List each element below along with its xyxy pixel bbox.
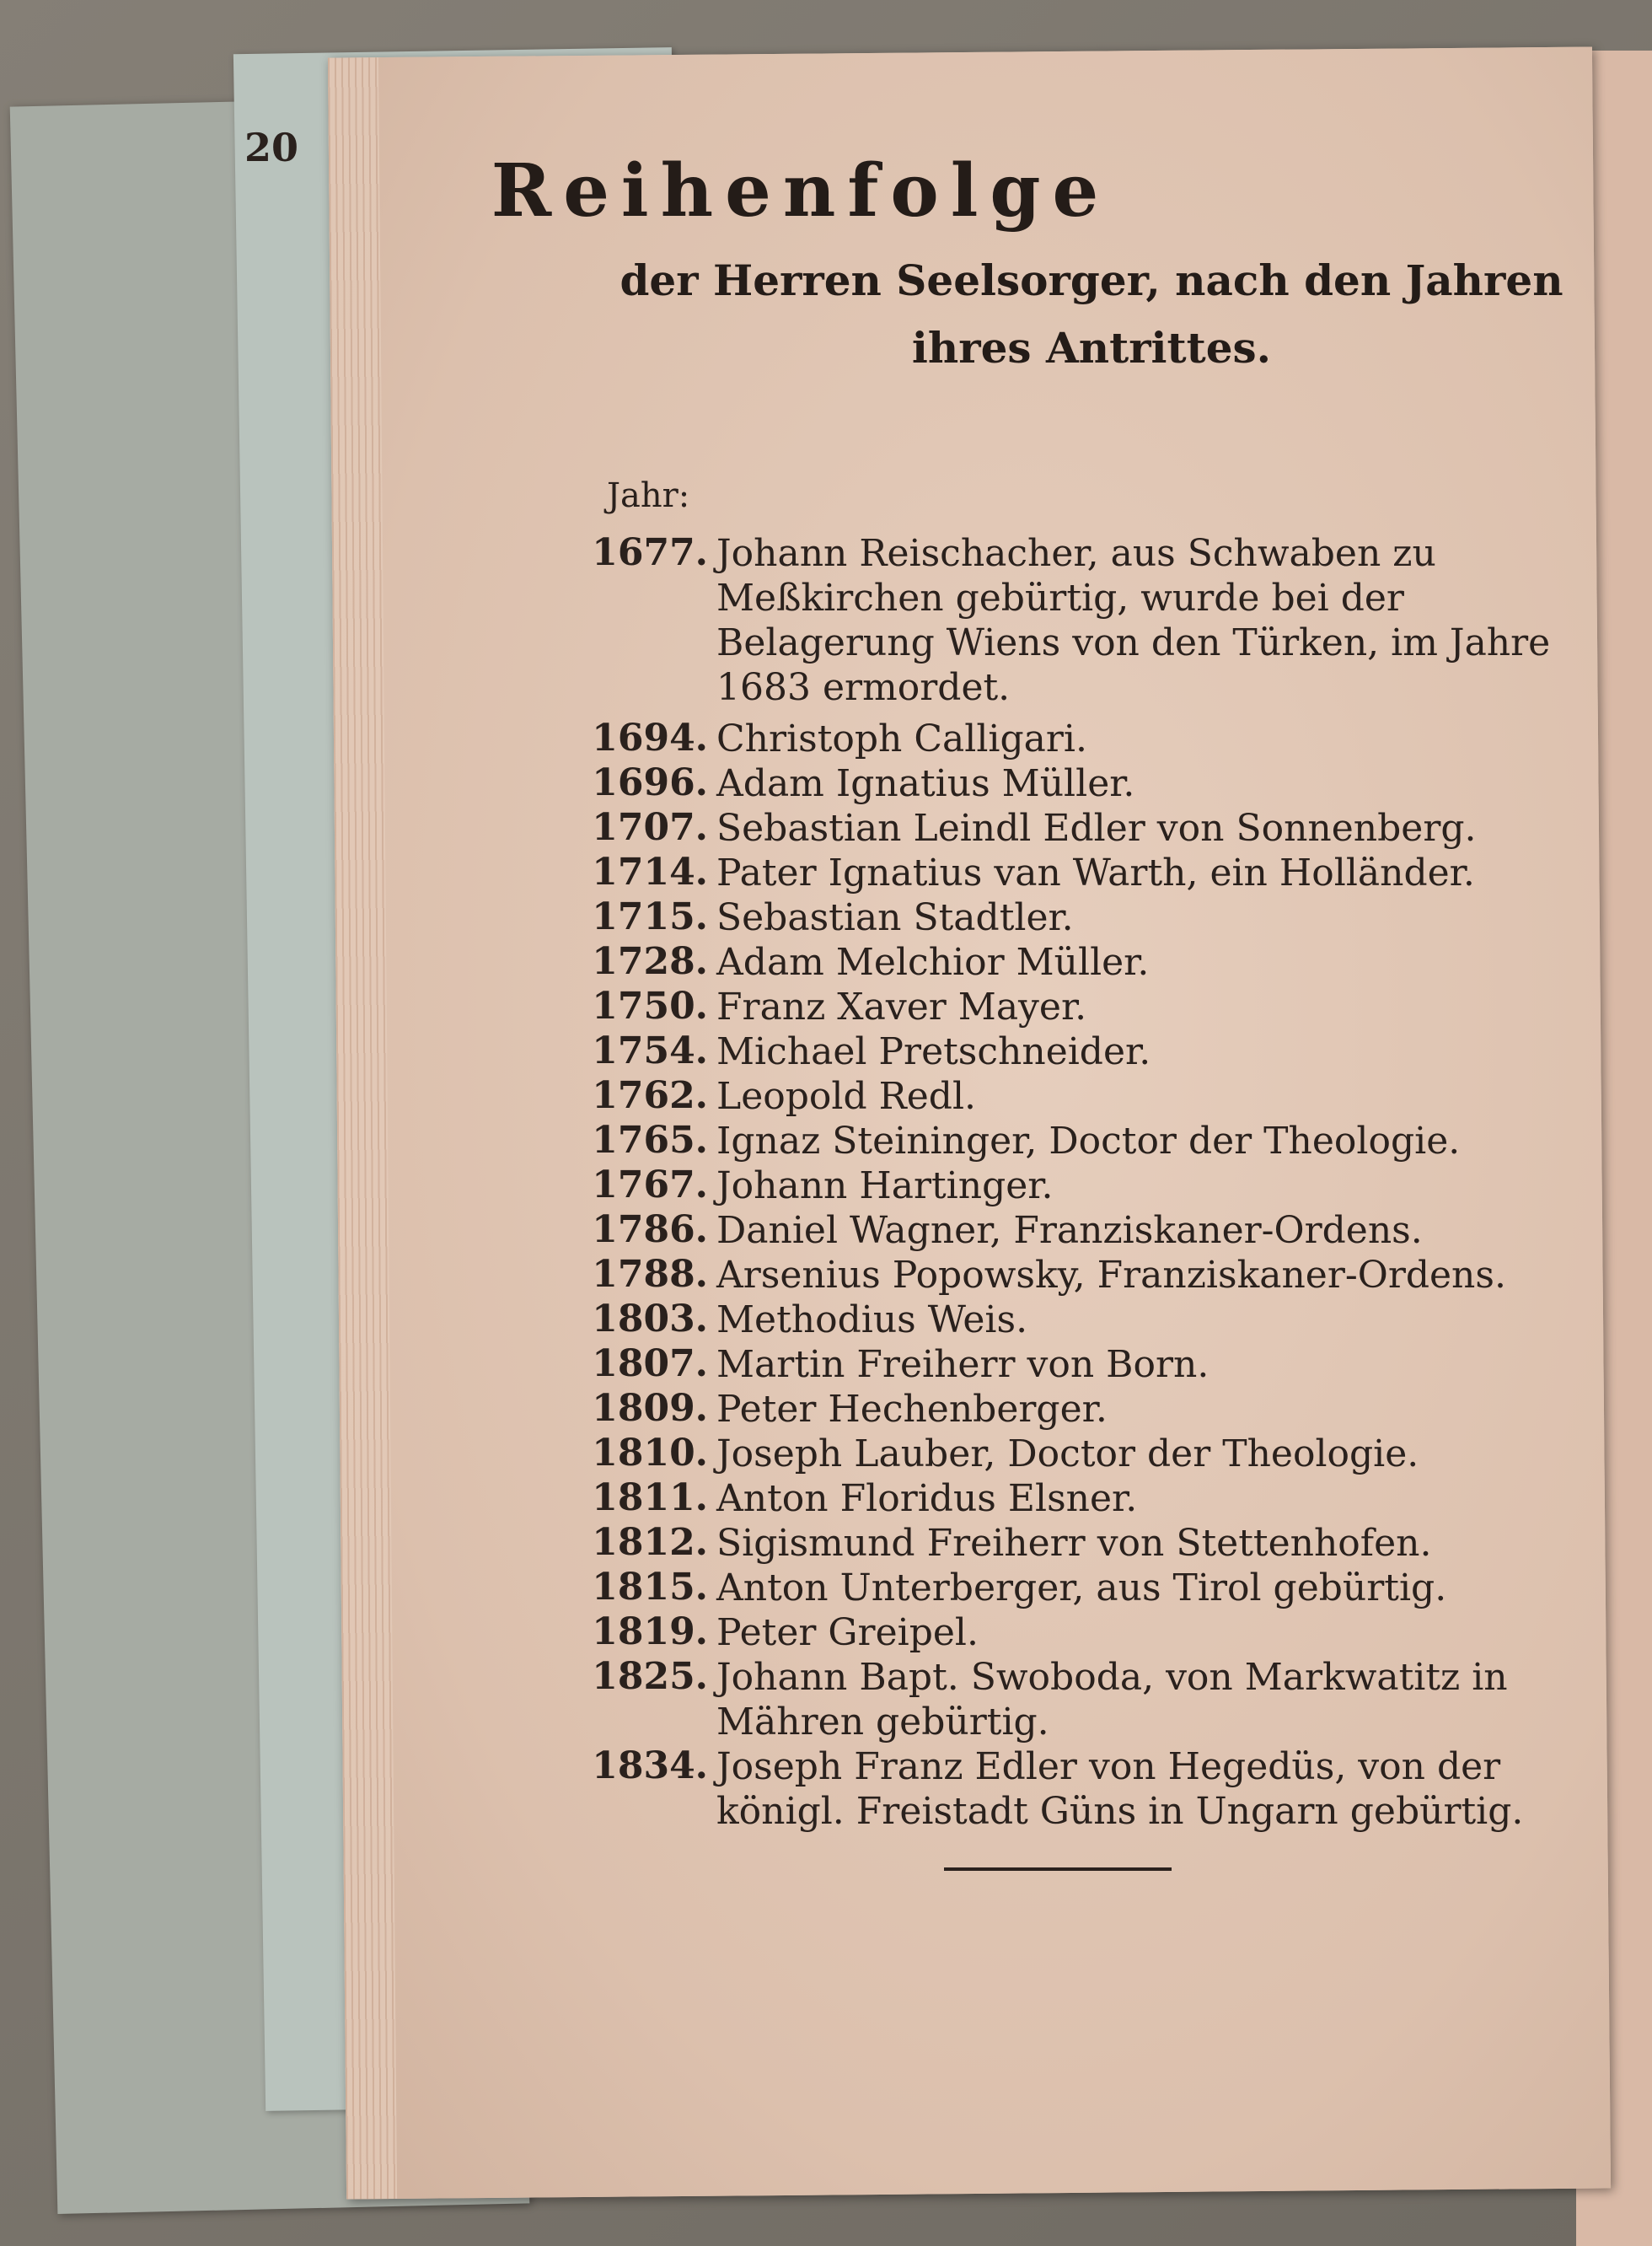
- entry-year: 1750.: [592, 985, 708, 1028]
- entry-text: Arsenius Popowsky, Franziskaner-Ordens.: [716, 1254, 1506, 1297]
- list-item: [582, 1119, 1576, 1163]
- entry-year: 1803.: [592, 1298, 708, 1341]
- entry-text: Sigismund Freiherr von Stettenhofen.: [716, 1522, 1432, 1565]
- page-subtitle: der Herren Seelsorger, nach den Jahren ihres Antrittes.: [620, 255, 1564, 373]
- entry-year: 1812.: [592, 1521, 708, 1564]
- list-item: [582, 1476, 1576, 1521]
- entry-text: Martin Freiherr von Born.: [716, 1343, 1210, 1386]
- list-item: [582, 1253, 1576, 1298]
- entry-year: 1714.: [592, 851, 708, 894]
- entry-text: Anton Unterberger, aus Tirol gebürtig.: [716, 1566, 1447, 1609]
- entry-year: 1819.: [592, 1610, 708, 1653]
- entry-year: 1677.: [592, 531, 708, 574]
- entry-year: 1707.: [592, 806, 708, 849]
- entry-year: 1696.: [592, 761, 708, 804]
- year-column-label: Jahr:: [607, 476, 690, 515]
- list-item: [582, 1208, 1576, 1253]
- entry-text: Pater Ignatius van Warth, ein Holländer.: [716, 852, 1475, 895]
- entry-year: 1834.: [592, 1744, 708, 1787]
- entry-year: 1765.: [592, 1119, 708, 1162]
- list-item: [582, 895, 1576, 940]
- entry-year: 1811.: [592, 1476, 708, 1519]
- list-item: [582, 1298, 1576, 1342]
- list-item: [582, 985, 1576, 1029]
- list-item: [582, 1521, 1576, 1566]
- entry-text: Sebastian Leindl Edler von Sonnenberg.: [716, 807, 1477, 850]
- entry-text: Johann Reischacher, aus Schwaben zu Meßkirchen gebürtig, wurde bei der Belagerung Wiens von den Türken, im Jahre 1683 ermordet.: [716, 532, 1551, 709]
- list-item: [582, 851, 1576, 895]
- entry-year: 1728.: [592, 940, 708, 983]
- entry-text: Peter Greipel.: [716, 1611, 979, 1654]
- entry-text: Peter Hechenberger.: [716, 1388, 1108, 1431]
- entry-text: Christoph Calligari.: [716, 717, 1087, 760]
- list-item: [582, 531, 1576, 710]
- list-item: [582, 940, 1576, 985]
- entry-year: 1715.: [592, 895, 708, 938]
- list-item: [582, 717, 1576, 761]
- page-title: Reihenfolge: [491, 148, 1111, 234]
- entry-year: 1807.: [592, 1342, 708, 1385]
- entry-text: Joseph Franz Edler von Hegedüs, von der königl. Freistadt Güns in Ungarn gebürtig.: [716, 1745, 1524, 1833]
- entry-year: 1825.: [592, 1655, 708, 1698]
- entry-year: 1767.: [592, 1163, 708, 1206]
- entry-text: Adam Ignatius Müller.: [716, 762, 1135, 805]
- list-item: [582, 1610, 1576, 1655]
- list-item: [582, 1342, 1576, 1387]
- entry-text: Anton Floridus Elsner.: [716, 1477, 1138, 1520]
- entry-text: Franz Xaver Mayer.: [716, 986, 1087, 1029]
- entry-text: Joseph Lauber, Doctor der Theologie.: [716, 1432, 1419, 1475]
- list-item: [582, 1432, 1576, 1476]
- list-item: [582, 1074, 1576, 1119]
- entry-year: 1694.: [592, 717, 708, 760]
- list-item: [582, 1029, 1576, 1074]
- entry-text: Methodius Weis.: [716, 1298, 1028, 1341]
- entry-text: Adam Melchior Müller.: [716, 941, 1150, 984]
- entry-year: 1788.: [592, 1253, 708, 1296]
- list-item: [582, 1387, 1576, 1432]
- list-item: [582, 1163, 1576, 1208]
- entry-year: 1815.: [592, 1566, 708, 1609]
- entry-year: 1786.: [592, 1208, 708, 1251]
- list-item: [582, 1566, 1576, 1610]
- entry-year: 1762.: [592, 1074, 708, 1117]
- entry-text: Johann Hartinger.: [716, 1164, 1054, 1207]
- entry-text: Ignaz Steininger, Doctor der Theologie.: [716, 1120, 1461, 1163]
- list-item: [582, 1655, 1576, 1744]
- entry-year: 1810.: [592, 1432, 708, 1475]
- entry-year: 1809.: [592, 1387, 708, 1430]
- entry-text: Michael Pretschneider.: [716, 1030, 1151, 1073]
- list-item: [582, 1744, 1576, 1834]
- list-item: [582, 761, 1576, 806]
- entry-text: Sebastian Stadtler.: [716, 896, 1074, 939]
- list-item: [582, 806, 1576, 851]
- pastor-list: [582, 531, 1576, 1834]
- entry-year: 1754.: [592, 1029, 708, 1072]
- entry-text: Leopold Redl.: [716, 1075, 977, 1118]
- entry-text: Johann Bapt. Swoboda, von Markwatitz in Mähren gebürtig.: [716, 1656, 1508, 1744]
- entry-text: Daniel Wagner, Franziskaner-Ordens.: [716, 1209, 1423, 1252]
- closing-rule: [944, 1867, 1172, 1871]
- page-number: 20: [244, 125, 299, 170]
